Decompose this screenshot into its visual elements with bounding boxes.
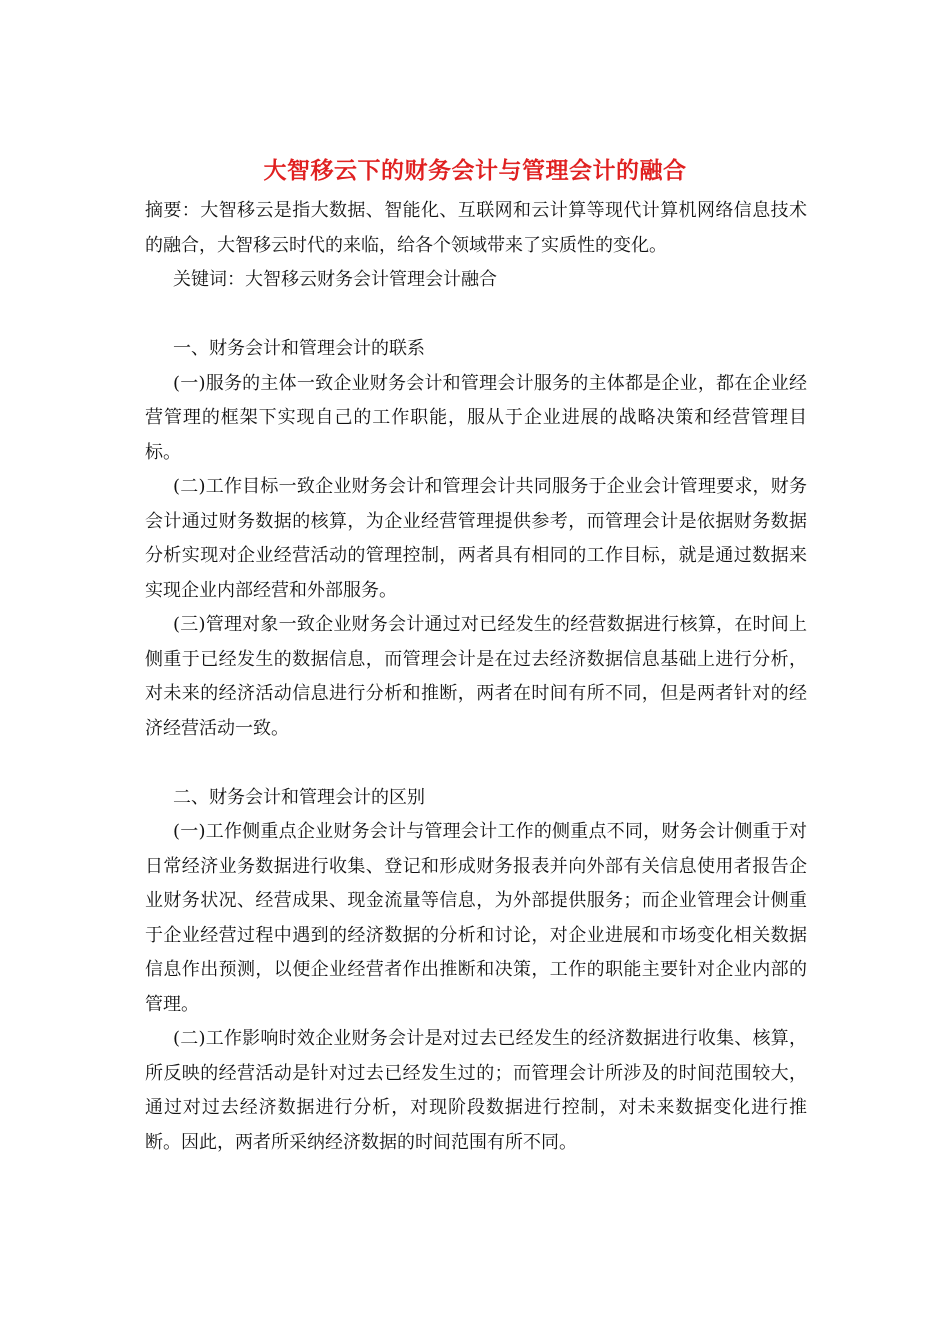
section1-paragraph-2: (二)工作目标一致企业财务会计和管理会计共同服务于企业会计管理要求，财务会计通过财务数据的核算，为企业经营管理提供参考，而管理会计是依据财务数据分析实现对企业经营活动的管理控制，两者具有相同的工作目标，就是通过数据来实现企业内部经营和外部服务。 [145,476,807,601]
abstract-paragraph: 摘要：大智移云是指大数据、智能化、互联网和云计算等现代计算机网络信息技术的融合，大智移云时代的来临，给各个领域带来了实质性的变化。 [145,200,807,256]
keywords-line: 关键词：大智移云财务会计管理会计融合 [173,269,497,290]
section-heading-2: 二、财务会计和管理会计的区别 [173,786,425,808]
section1-paragraph-1: (一)服务的主体一致企业财务会计和管理会计服务的主体都是企业，都在企业经营管理的框架下实现自己的工作职能，服从于企业进展的战略决策和经营管理目标。 [145,372,807,463]
section-spacer [145,298,807,333]
section-spacer [145,746,807,781]
section1-paragraph-3: (三)管理对象一致企业财务会计通过对已经发生的经营数据进行核算，在时间上侧重于已经发生的数据信息，而管理会计是在过去经济数据信息基础上进行分析，对未来的经济活动信息进行分析和推断，两者在时间有所不同，但是两者针对的经济经营活动一致。 [145,614,807,739]
section2-paragraph-1: (一)工作侧重点企业财务会计与管理会计工作的侧重点不同，财务会计侧重于对日常经济业务数据进行收集、登记和形成财务报表并向外部有关信息使用者报告企业财务状况、经营成果、现金流量等信息，为外部提供服务；而企业管理会计侧重于企业经营过程中遇到的经济数据的分析和讨论，对企业进展和市场变化相关数据信息作出预测，以便企业经营者作出推断和决策，工作的职能主要针对企业内部的管理。 [145,821,807,1015]
section2-paragraph-2: (二)工作影响时效企业财务会计是对过去已经发生的经济数据进行收集、核算，所反映的经营活动是针对过去已经发生过的；而管理会计所涉及的时间范围较大，通过对过去经济数据进行分析，对现阶段数据进行控制，对未来数据变化进行推断。因此，两者所采纳经济数据的时间范围有所不同。 [145,1028,807,1153]
document-body [145,194,807,1160]
section-heading-1: 一、财务会计和管理会计的联系 [173,338,425,359]
document-title: 大智移云下的财务会计与管理会计的融合 [263,157,687,184]
